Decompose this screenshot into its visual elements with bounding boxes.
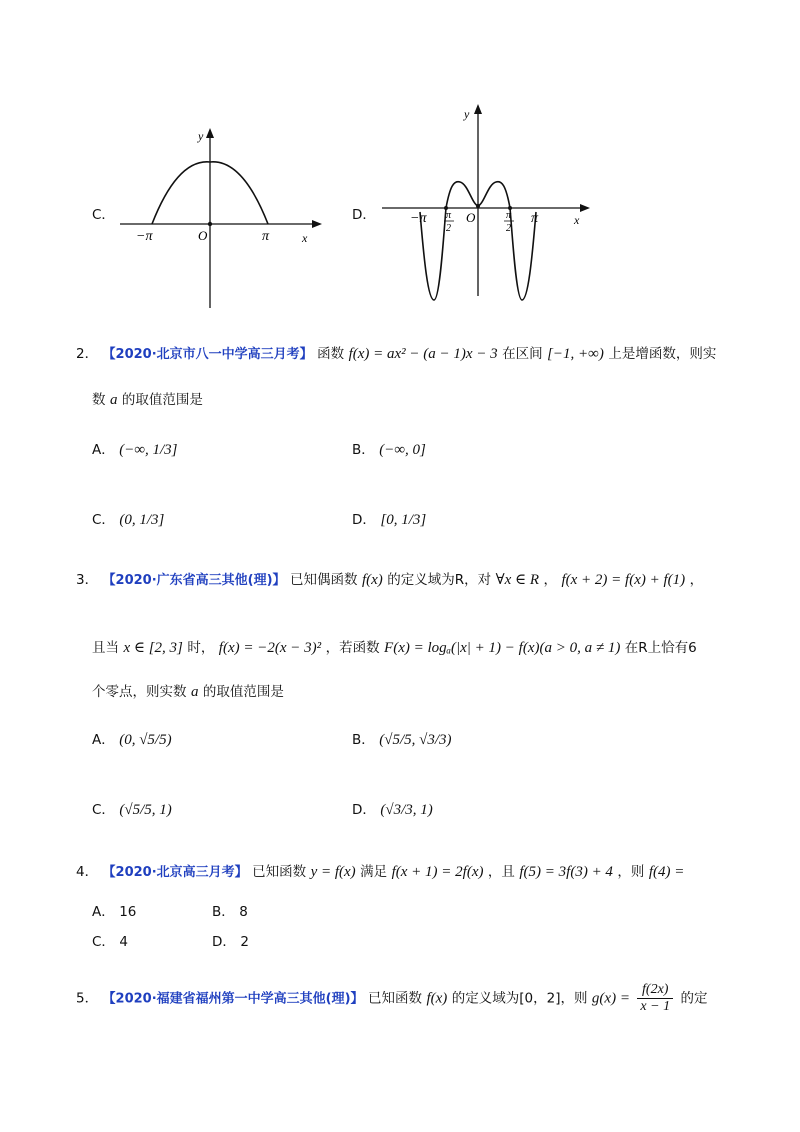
question-2-option-c[interactable]: C． (0, 1/3] bbox=[92, 512, 165, 528]
graph-d-y-label: y bbox=[464, 107, 470, 121]
question-4-option-a[interactable]: A． 16 bbox=[92, 904, 137, 920]
graph-d-pos-half-pi-num: π bbox=[506, 210, 512, 221]
graph-c-pos-pi-label: π bbox=[262, 229, 270, 244]
g-fraction: $\frac{f(2x)}{x - 1}$ bbox=[637, 982, 673, 1015]
question-3-option-c[interactable]: C． (√5/5, 1) bbox=[92, 802, 172, 818]
question-4-option-d[interactable]: D． 2 bbox=[212, 934, 249, 950]
question-number: 4． bbox=[76, 864, 99, 880]
graph-d bbox=[378, 100, 603, 310]
graph-c-y-arrow-icon bbox=[206, 128, 214, 138]
question-3-option-b[interactable]: B． (√5/5, √3/3) bbox=[352, 732, 452, 748]
question-3-line-2: 且当 x ∈ [2, 3] 时， f(x) = −2(x − 3)² ，若函数 F(x) = logₐ(|x| + 1) − f(x)(a > 0, a ≠ 1) 在R上恰有6 bbox=[92, 640, 697, 656]
question-number: 2． bbox=[76, 346, 99, 362]
graph-d-pos-half-pi-den: 2 bbox=[506, 223, 511, 234]
function-expression: f(x) = ax² − (a − 1)x − 3 bbox=[348, 346, 498, 362]
question-3-option-d[interactable]: D． (√3/3, 1) bbox=[352, 802, 433, 818]
graph-d-neg-half-pi-num: π bbox=[446, 210, 452, 221]
question-2-option-b[interactable]: B． (−∞, 0] bbox=[352, 442, 426, 458]
question-number: 3． bbox=[76, 572, 99, 588]
graph-d-y-arrow-icon bbox=[474, 104, 482, 114]
question-2-line-2: 数 a 的取值范围是 bbox=[92, 392, 203, 408]
graph-d-x-arrow-icon bbox=[580, 204, 590, 212]
question-source-tag: 【2020·福建省福州第一中学高三其他(理)】 bbox=[102, 991, 364, 1007]
question-3-option-a[interactable]: A． (0, √5/5) bbox=[92, 732, 172, 748]
option-d-label: D． bbox=[352, 207, 376, 223]
question-4-option-c[interactable]: C． 4 bbox=[92, 934, 128, 950]
graph-d-origin-label: O bbox=[466, 210, 476, 225]
graph-c-origin-dot bbox=[208, 222, 212, 226]
graph-c-neg-pi-label: −π bbox=[136, 229, 153, 244]
question-2-option-d[interactable]: D． [0, 1/3] bbox=[352, 512, 427, 528]
graph-c-x-arrow-icon bbox=[312, 220, 322, 228]
interval-expression: [−1, +∞) bbox=[547, 346, 604, 362]
graph-d-neg-half-pi-den: 2 bbox=[446, 223, 451, 234]
graph-d-origin-dot bbox=[476, 204, 480, 208]
question-source-tag: 【2020·北京高三月考】 bbox=[102, 865, 248, 880]
question-number: 5． bbox=[76, 990, 99, 1007]
question-2-option-a[interactable]: A． (−∞, 1/3] bbox=[92, 442, 178, 458]
graph-c-origin-label: O bbox=[198, 228, 208, 243]
question-source-tag: 【2020·广东省高三其他(理)】 bbox=[102, 573, 286, 588]
graph-d-x-label: x bbox=[574, 213, 580, 227]
question-4-option-b[interactable]: B． 8 bbox=[212, 904, 248, 920]
question-source-tag: 【2020·北京市八一中学高三月考】 bbox=[102, 347, 313, 362]
question-3-line-1: 3． 【2020·广东省高三其他(理)】 已知偶函数 f(x) 的定义域为R，对 ∀x ∈ R ， f(x + 2) = f(x) + f(1) ， bbox=[76, 572, 704, 588]
question-3-line-3: 个零点，则实数 a 的取值范围是 bbox=[92, 684, 284, 700]
question-2-line-1: 2． 【2020·北京市八一中学高三月考】 函数 f(x) = ax² − (a − 1)x − 3 在区间 [−1, +∞) 上是增函数，则实 bbox=[76, 346, 717, 362]
graph-c bbox=[110, 120, 330, 315]
question-4-line-1: 4． 【2020·北京高三月考】 已知函数 y = f(x) 满足 f(x + 1) = 2f(x) ，且 f(5) = 3f(3) + 4 ，则 f(4) = bbox=[76, 864, 685, 880]
question-5-line-1: 5． 【2020·福建省福州第一中学高三其他(理)】 已知函数 f(x) 的定义域为[0，2]，则 g(x) = $\frac{f(2x)}{x - 1}$ 的定 bbox=[76, 982, 708, 1014]
option-c-label: C． bbox=[92, 207, 115, 223]
graph-c-x-label: x bbox=[302, 231, 308, 245]
graph-d-neg-pi-label: −π bbox=[410, 211, 427, 226]
graph-d-pos-pi-label: π bbox=[531, 211, 539, 226]
graph-c-y-label: y bbox=[198, 129, 204, 143]
